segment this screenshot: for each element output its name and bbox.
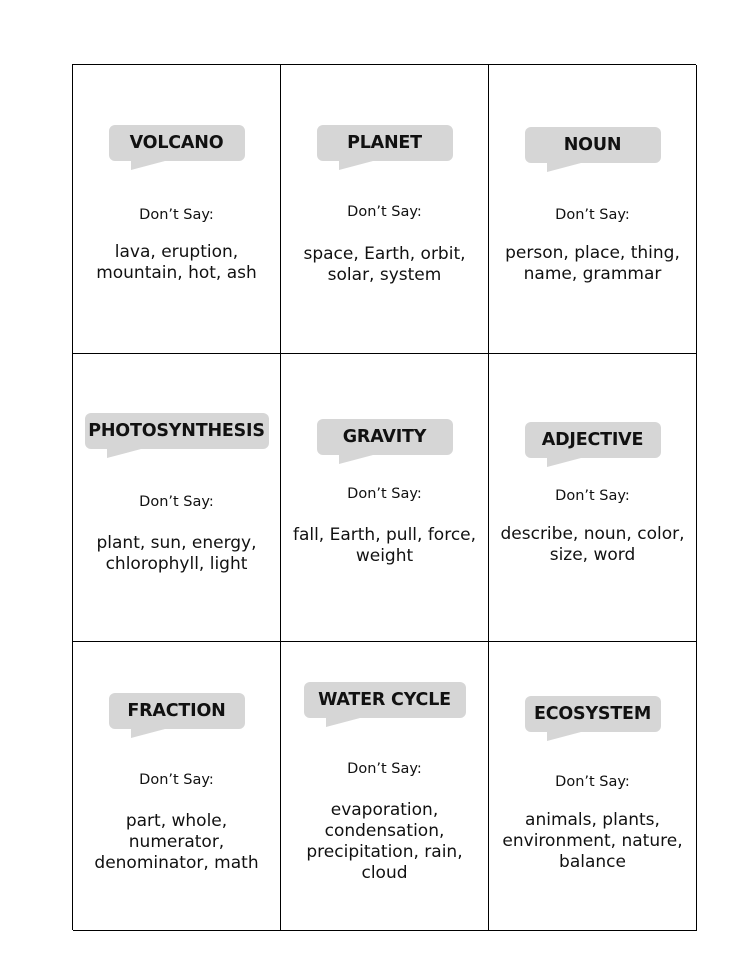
target-word: NOUN — [563, 135, 622, 155]
dont-say-label: Don’t Say: — [139, 772, 214, 788]
target-word-bubble — [85, 413, 269, 449]
taboo-card — [73, 354, 281, 642]
target-word: PLANET — [347, 133, 422, 153]
dont-say-label: Don’t Say: — [139, 207, 214, 223]
forbidden-words: fall, Earth, pull, force, weight — [292, 525, 477, 566]
target-word-bubble — [317, 125, 453, 161]
target-word: WATER CYCLE — [318, 690, 451, 710]
target-word: VOLCANO — [129, 133, 224, 153]
taboo-card — [489, 354, 697, 642]
forbidden-words: lava, eruption, mountain, hot, ash — [96, 242, 257, 283]
dont-say-label: Don’t Say: — [347, 204, 422, 220]
forbidden-words: part, whole, numerator, denominator, math — [94, 811, 259, 873]
target-word: ADJECTIVE — [541, 430, 644, 450]
taboo-card — [73, 642, 281, 931]
forbidden-words: person, place, thing, name, grammar — [505, 243, 680, 284]
target-word-bubble — [317, 419, 453, 455]
forbidden-words: describe, noun, color, size, word — [500, 524, 685, 565]
forbidden-words: evaporation, condensation, precipitation, rain, cloud — [306, 800, 463, 883]
taboo-card — [281, 642, 489, 931]
target-word-bubble — [525, 127, 661, 163]
card-grid — [72, 64, 696, 930]
target-word: PHOTOSYNTHESIS — [88, 421, 265, 441]
target-word-bubble — [109, 125, 245, 161]
dont-say-label: Don’t Say: — [555, 774, 630, 790]
taboo-card — [489, 65, 697, 354]
target-word: ECOSYSTEM — [533, 704, 652, 724]
forbidden-words: animals, plants, environment, nature, balance — [502, 810, 683, 872]
target-word-bubble — [525, 696, 661, 732]
target-word: GRAVITY — [342, 427, 427, 447]
dont-say-label: Don’t Say: — [347, 486, 422, 502]
taboo-card — [489, 642, 697, 931]
target-word-bubble — [304, 682, 466, 718]
dont-say-label: Don’t Say: — [139, 494, 214, 510]
taboo-card — [281, 65, 489, 354]
target-word-bubble — [109, 693, 245, 729]
forbidden-words: plant, sun, energy, chlorophyll, light — [96, 533, 257, 574]
dont-say-label: Don’t Say: — [555, 488, 630, 504]
dont-say-label: Don’t Say: — [555, 207, 630, 223]
forbidden-words: space, Earth, orbit, solar, system — [303, 244, 466, 285]
taboo-card — [73, 65, 281, 354]
target-word: FRACTION — [127, 701, 226, 721]
dont-say-label: Don’t Say: — [347, 761, 422, 777]
target-word-bubble — [525, 422, 661, 458]
taboo-card — [281, 354, 489, 642]
